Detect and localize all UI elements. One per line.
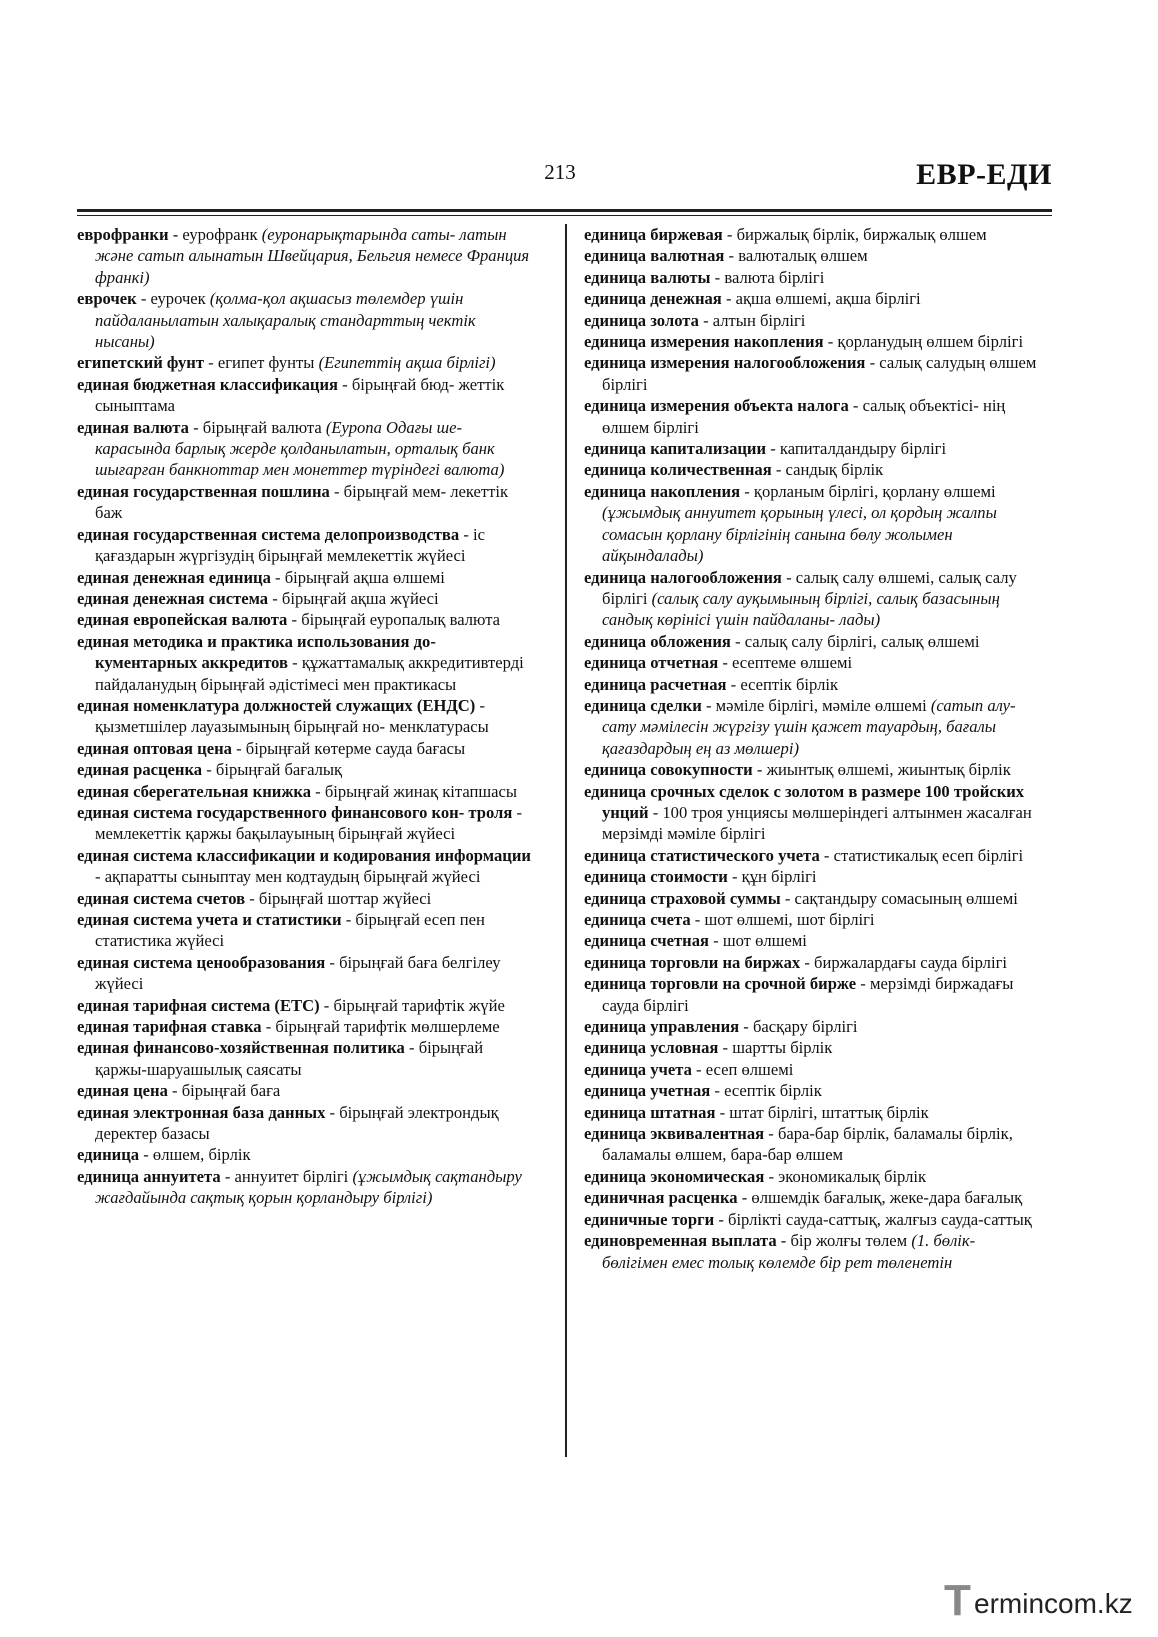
entry-separator: - (780, 888, 795, 908)
entry-translation: құн бірлігі (741, 867, 817, 887)
entry-note: (ұжымдық сақтандыру жағдайында сақтық қорын қорландыру бірлігі) (95, 1166, 522, 1208)
entry-term: единица сделки (584, 695, 702, 715)
entry-separator: - (512, 802, 523, 822)
page-number: 213 (544, 160, 576, 184)
entry-translation: бірыңғай бюд- жеттік сыныптама (95, 374, 505, 416)
dictionary-entry (584, 888, 1044, 909)
entry-separator: - (261, 1017, 276, 1037)
entry-separator: - (325, 952, 340, 972)
entry-translation: биржалардағы сауда бірлігі (814, 952, 1007, 972)
entry-term: единица количественная (584, 460, 772, 480)
dictionary-entry (77, 524, 537, 567)
entry-translation: бірыңғай валюта (202, 417, 326, 437)
entry-term: единица расчетная (584, 674, 727, 694)
entry-translation: валюта бірлігі (724, 267, 825, 287)
entry-separator: - (319, 995, 334, 1015)
dictionary-entry (584, 459, 1044, 480)
entry-translation: салық салудың өлшем бірлігі (602, 353, 1037, 394)
dictionary-entry (77, 481, 537, 524)
entry-term: единая финансово-хозяйственная политика (77, 1038, 405, 1058)
entry-term: единая номенклатура должностей служащих (ЕНДС) (77, 695, 476, 715)
entry-term: единичные торги (584, 1209, 715, 1229)
entry-translation: ақша өлшемі, ақша бірлігі (735, 289, 921, 309)
dictionary-entry (584, 866, 1044, 887)
dictionary-entry (77, 695, 537, 738)
dictionary-entry (77, 909, 537, 952)
entry-separator: - (714, 1209, 728, 1229)
entry-translation: есептік бірлік (724, 1081, 822, 1101)
entry-translation: штат бірлігі, штаттық бірлік (729, 1102, 929, 1122)
header-rule-thick (77, 209, 1052, 212)
logo-initial: T (944, 1576, 971, 1625)
dictionary-entry (77, 759, 537, 780)
entry-translation: биржалық бірлік, биржалық өлшем (736, 225, 987, 244)
entry-separator: - (722, 225, 737, 244)
entry-term: единая государственная пошлина (77, 481, 330, 501)
entry-term: еврочек (77, 289, 137, 309)
entry-translation: өлшем, бірлік (152, 1145, 251, 1165)
entry-separator: - (740, 481, 754, 501)
entry-term: единая система классификации и кодирования информации (77, 845, 531, 865)
dictionary-entry (77, 1080, 537, 1101)
column-divider (565, 224, 567, 1457)
entry-translation: сандық бірлік (785, 460, 884, 480)
entry-note: (Еуропа Одағы ше- карасында барлық жерде қолданылатын, орталық банк шығарған банкноттар мен монеттер түріндегі валюта) (95, 417, 505, 480)
entry-term: египетский фунт (77, 353, 205, 373)
entry-separator: - (752, 760, 767, 780)
entry-translation: бірыңғай баға (181, 1081, 281, 1101)
entry-separator: - (287, 610, 302, 630)
entry-translation: бірыңғай тарифтік мөлшерлеме (275, 1017, 500, 1037)
entry-note: (еуронарықтарында саты- латын және сатып алынатын Швейцария, Бельгия немесе Франция франкі) (95, 225, 530, 287)
entry-term: единица стоимости (584, 867, 728, 887)
dictionary-entry (584, 1187, 1044, 1208)
entry-note: (салық салу ауқымының бірлігі, салық базасының сандық көрінісі үшін пайдаланы- лады) (602, 588, 1000, 630)
entry-separator: - (167, 1081, 182, 1101)
dictionary-entry (584, 1016, 1044, 1037)
dictionary-entry (77, 609, 537, 630)
entry-term: единица обложения (584, 631, 731, 651)
entry-translation: бірыңғай көтерме сауда бағасы (245, 738, 466, 758)
entry-translation: мемлекеттік қаржы бақылауының бірыңғай жүйесі (95, 824, 456, 844)
entry-term: еврофранки (77, 225, 169, 244)
entry-translation: қызметшілер лауазымының бірыңғай но- менклатурасы (95, 717, 489, 737)
entry-term: единица (77, 1145, 140, 1165)
entry-separator: - (865, 353, 880, 373)
entry-term: единица учетная (584, 1081, 711, 1101)
dictionary-entry (584, 695, 1044, 759)
entry-term: единая европейская валюта (77, 610, 288, 630)
entry-translation: құжаттамалық аккредитивтерді пайдаланудың бірыңғай әдістімесі мен практикасы (95, 653, 524, 694)
entry-translation: шот өлшемі (722, 931, 807, 951)
entry-term: единица эквивалентная (584, 1124, 765, 1144)
entry-term: единая бюджетная классификация (77, 374, 339, 394)
dictionary-entry (77, 738, 537, 759)
entry-note: (ұжымдық аннуитет қорының үлесі, ол қордың жалпы сомасын қорлану бірлігінің санына бөлу жолымен айқындалады) (602, 503, 997, 566)
dictionary-entry (584, 631, 1044, 652)
entry-separator: - (710, 267, 725, 287)
entry-separator: - (270, 567, 285, 587)
entry-separator: - (718, 1038, 733, 1058)
entry-term: единица измерения объекта налога (584, 396, 849, 416)
dictionary-entry (77, 352, 537, 373)
entry-note: (1. бөлік- бөлігімен емес толық көлемде бір рет төленетін (602, 1231, 976, 1272)
entry-term: единица золота (584, 310, 699, 330)
dictionary-entry (77, 1102, 537, 1145)
entry-separator: - (690, 910, 705, 929)
dictionary-entry (77, 845, 537, 888)
entry-term: единица аннуитета (77, 1166, 221, 1186)
entry-separator: - (691, 1059, 706, 1079)
entry-term: единая тарифная система (ЕТС) (77, 995, 320, 1015)
entry-term: единица счетная (584, 931, 709, 951)
entry-translation: басқару бірлігі (752, 1017, 858, 1037)
left-column (77, 224, 537, 1209)
dictionary-entry (584, 1209, 1044, 1230)
dictionary-entry (77, 588, 537, 609)
entry-separator: - (268, 588, 282, 608)
entry-term: единая валюта (77, 417, 189, 437)
entry-translation: аннуитет бірлігі (234, 1166, 353, 1186)
entry-translation: капиталдандыру бірлігі (779, 439, 947, 459)
entry-term: единичная расценка (584, 1188, 738, 1208)
dictionary-entry (584, 481, 1044, 567)
dictionary-entry (584, 1080, 1044, 1101)
dictionary-entry (584, 331, 1044, 352)
entry-translation: бір жолғы төлем (790, 1231, 912, 1251)
dictionary-entry (77, 631, 537, 695)
entry-separator: - (136, 289, 151, 309)
entry-term: единая электронная база данных (77, 1102, 326, 1122)
dictionary-entry (584, 352, 1044, 395)
dictionary-entry (584, 909, 1044, 930)
entry-translation: валюталық өлшем (738, 246, 868, 266)
entry-translation: салық салу бірлігі, салық өлшемі (744, 631, 980, 651)
entry-separator: - (168, 225, 183, 244)
entry-separator: - (721, 289, 736, 309)
dictionary-entry (77, 781, 537, 802)
entry-translation: бірыңғай шоттар жүйесі (258, 888, 432, 908)
dictionary-entry (77, 995, 537, 1016)
entry-separator: - (708, 931, 723, 951)
entry-term: единая система учета и статистики (77, 910, 342, 929)
entry-separator: - (245, 888, 259, 908)
dictionary-entry (77, 417, 537, 481)
entry-term: единая тарифная ставка (77, 1017, 262, 1037)
entry-note: (Египеттің ақша бірлігі) (318, 353, 496, 373)
entry-separator: - (648, 802, 663, 822)
dictionary-entry (77, 952, 537, 995)
entry-separator: - (698, 310, 713, 330)
entry-term: единица капитализации (584, 439, 767, 459)
entry-separator: - (739, 1017, 753, 1037)
entry-term: единица измерения накопления (584, 332, 824, 352)
dictionary-entry (584, 674, 1044, 695)
dictionary-entry (584, 1123, 1044, 1166)
entry-separator: - (726, 674, 741, 694)
dictionary-entry (77, 567, 537, 588)
entry-term: единая методика и практика использования до- кументарных аккредитов (77, 631, 436, 673)
entry-separator: - (800, 952, 815, 972)
entry-term: единица накопления (584, 481, 741, 501)
entry-separator: - (288, 653, 302, 673)
dictionary-entry (584, 1230, 1044, 1273)
entry-translation: алтын бірлігі (712, 310, 806, 330)
entry-term: единица статистического учета (584, 845, 820, 865)
dictionary-entry (584, 288, 1044, 309)
entry-term: единовременная выплата (584, 1231, 777, 1251)
entry-translation: қорланым бірлігі, қорлану өлшемі (753, 481, 996, 501)
entry-separator: - (764, 1166, 779, 1186)
dictionary-entry (584, 1037, 1044, 1058)
entry-term: единица условная (584, 1038, 719, 1058)
entry-translation: бірыңғай ақша жүйесі (281, 588, 439, 608)
dictionary-entry (77, 802, 537, 845)
dictionary-entry (584, 438, 1044, 459)
entry-term: единая денежная система (77, 588, 269, 608)
entry-translation: бірыңғай жинақ кітапшасы (324, 781, 518, 801)
entry-term: единая система государственного финансового кон- троля (77, 802, 513, 822)
dictionary-entry (584, 759, 1044, 780)
entry-translation: салық объектісі- нің өлшем бірлігі (602, 396, 1006, 437)
entry-term: единица торговли на биржах (584, 952, 801, 972)
dictionary-entry (77, 1144, 537, 1165)
entry-translation: бірлікті сауда-саттық, жалғыз сауда-саттық (728, 1209, 1032, 1229)
entry-translation: статистикалық есеп бірлігі (833, 845, 1024, 865)
entry-term: единица налогообложения (584, 567, 782, 587)
dictionary-entry (584, 845, 1044, 866)
entry-separator: - (727, 867, 742, 887)
entry-separator: - (764, 1124, 778, 1144)
entry-term: единица учета (584, 1059, 692, 1079)
entry-separator: - (737, 1188, 752, 1208)
entry-term: единица срочных сделок с золотом в размере 100 тройских унций (584, 781, 1025, 822)
entry-translation: шартты бірлік (732, 1038, 833, 1058)
entry-translation: есептік бірлік (740, 674, 839, 694)
entry-separator: - (95, 867, 105, 887)
entry-separator: - (771, 460, 786, 480)
dictionary-entry (584, 310, 1044, 331)
site-logo (944, 1576, 1144, 1626)
dictionary-entry (584, 245, 1044, 266)
dictionary-entry (584, 1102, 1044, 1123)
dictionary-entry (77, 888, 537, 909)
entry-translation: бірыңғай электрондық деректер базасы (95, 1102, 499, 1144)
entry-separator: - (202, 760, 216, 780)
entry-separator: - (475, 695, 485, 715)
entry-separator: - (404, 1038, 419, 1058)
entry-separator: - (325, 1102, 340, 1122)
entry-separator: - (766, 439, 780, 459)
entry-term: единица штатная (584, 1102, 716, 1122)
entry-translation: есеп өлшемі (705, 1059, 794, 1079)
logo-text: ermincom.kz (974, 1588, 1133, 1619)
entry-separator: - (819, 845, 834, 865)
entry-translation: еурофранк (182, 225, 262, 244)
entry-translation: шот өлшемі, шот бірлігі (704, 910, 875, 929)
entry-term: единица измерения налогообложения (584, 353, 866, 373)
dictionary-entry (584, 781, 1044, 845)
entry-translation: бірыңғай ақша өлшемі (284, 567, 445, 587)
entry-translation: салық салу өлшемі, салық салу бірлігі (602, 567, 1017, 608)
entry-translation: бірыңғай мем- лекеттік баж (95, 481, 509, 523)
entry-translation: 100 троя унциясы мөлшеріндегі алтынмен жасалған мерзімді мәміле бірлігі (602, 802, 1032, 844)
entry-translation: мәміле бірлігі, мәміле өлшемі (715, 695, 931, 715)
entry-separator: - (701, 695, 716, 715)
entry-term: единица экономическая (584, 1166, 765, 1186)
entry-translation: есептеме өлшемі (732, 653, 853, 673)
entry-translation: сақтандыру сомасының өлшемі (794, 888, 1018, 908)
entry-term: единица управления (584, 1017, 740, 1037)
entry-note: (сатып алу-сату мәмілесін жүргізу үшін қажет тауардың, бағалы қағаздардың ең аз мөлшері) (602, 695, 1016, 758)
entry-translation: бірыңғай есеп пен статистика жүйесі (95, 910, 485, 951)
right-column (584, 224, 1044, 1273)
dictionary-entry (584, 395, 1044, 438)
entry-translation: бірыңғай бағалық (215, 760, 343, 780)
entry-translation: жиынтық өлшемі, жиынтық бірлік (766, 760, 1011, 780)
entry-term: единица совокупности (584, 760, 753, 780)
entry-translation: өлшемдік бағалық, жеке-дара бағалық (751, 1188, 1023, 1208)
dictionary-entry (77, 1166, 537, 1209)
entry-separator: - (204, 353, 218, 373)
dictionary-entry (584, 224, 1044, 245)
entry-note: (қолма-қол ақшасыз төлемдер үшін пайдаланылатын халықаралық стандарттың чектік нысаны) (95, 289, 476, 352)
entry-term: единая цена (77, 1081, 168, 1101)
entry-translation: бара-бар бірлік, баламалы бірлік, баламалы өлшем, бара-бар өлшем (602, 1124, 1013, 1165)
dictionary-entry (584, 952, 1044, 973)
entry-term: единая денежная единица (77, 567, 271, 587)
dictionary-entry (584, 973, 1044, 1016)
dictionary-entry (77, 1037, 537, 1080)
entry-term: единица денежная (584, 289, 722, 309)
entry-separator: - (823, 332, 838, 352)
entry-separator: - (220, 1166, 235, 1186)
entry-translation: іс қағаздарын жүргізудің бірыңғай мемлекеттік жүйесі (95, 524, 485, 566)
dictionary-entry (584, 567, 1044, 631)
entry-term: единая государственная система делопроизводства (77, 524, 460, 544)
entry-separator: - (718, 653, 732, 673)
dictionary-entry (77, 1016, 537, 1037)
entry-term: единая расценка (77, 760, 203, 780)
dictionary-entry (584, 1059, 1044, 1080)
entry-term: единица счета (584, 910, 691, 929)
entry-translation: қорланудың өлшем бірлігі (837, 332, 1024, 352)
entry-term: единица страховой суммы (584, 888, 781, 908)
dictionary-entry (77, 224, 537, 288)
entry-translation: еурочек (150, 289, 210, 309)
entry-term: единица биржевая (584, 225, 723, 244)
entry-term: единица отчетная (584, 653, 719, 673)
entry-term: единица торговли на срочной бирже (584, 974, 857, 994)
entry-term: единая система ценообразования (77, 952, 326, 972)
entry-separator: - (311, 781, 325, 801)
entry-translation: мерзімді биржадағы сауда бірлігі (602, 974, 1014, 1015)
entry-separator: - (710, 1081, 725, 1101)
entry-term: единая система счетов (77, 888, 246, 908)
entry-separator: - (781, 567, 796, 587)
entry-separator: - (188, 417, 203, 437)
entry-translation: ақпаратты сыныптау мен кодтаудың бірыңғай жүйесі (104, 867, 481, 887)
entry-separator: - (459, 524, 473, 544)
running-head: ЕВР-ЕДИ (916, 158, 1052, 191)
entry-separator: - (848, 396, 863, 416)
entry-term: единица валюты (584, 267, 711, 287)
dictionary-entry (77, 374, 537, 417)
header-rule-thin (77, 215, 1052, 216)
entry-separator: - (730, 631, 745, 651)
entry-separator: - (338, 374, 352, 394)
entry-separator: - (329, 481, 344, 501)
dictionary-entry (584, 930, 1044, 951)
entry-separator: - (231, 738, 246, 758)
entry-term: единая оптовая цена (77, 738, 232, 758)
entry-translation: бірыңғай баға белгілеу жүйесі (95, 952, 501, 994)
entry-term: единая сберегательная книжка (77, 781, 311, 801)
dictionary-entry (584, 652, 1044, 673)
entry-separator: - (776, 1231, 791, 1251)
entry-translation: египет фунты (217, 353, 319, 373)
entry-separator: - (341, 910, 356, 929)
dictionary-entry (584, 1166, 1044, 1187)
entry-translation: бірыңғай еуропалық валюта (301, 610, 501, 630)
entry-translation: бірыңғай тарифтік жүйе (333, 995, 505, 1015)
entry-translation: бірыңғай қаржы-шаруашылық саясаты (95, 1038, 484, 1079)
dictionary-entry (584, 267, 1044, 288)
entry-translation: экономикалық бірлік (778, 1166, 927, 1186)
dictionary-entry (77, 288, 537, 352)
entry-separator: - (856, 974, 870, 994)
entry-separator: - (139, 1145, 153, 1165)
entry-separator: - (724, 246, 739, 266)
entry-term: единица валютная (584, 246, 725, 266)
entry-separator: - (715, 1102, 730, 1122)
